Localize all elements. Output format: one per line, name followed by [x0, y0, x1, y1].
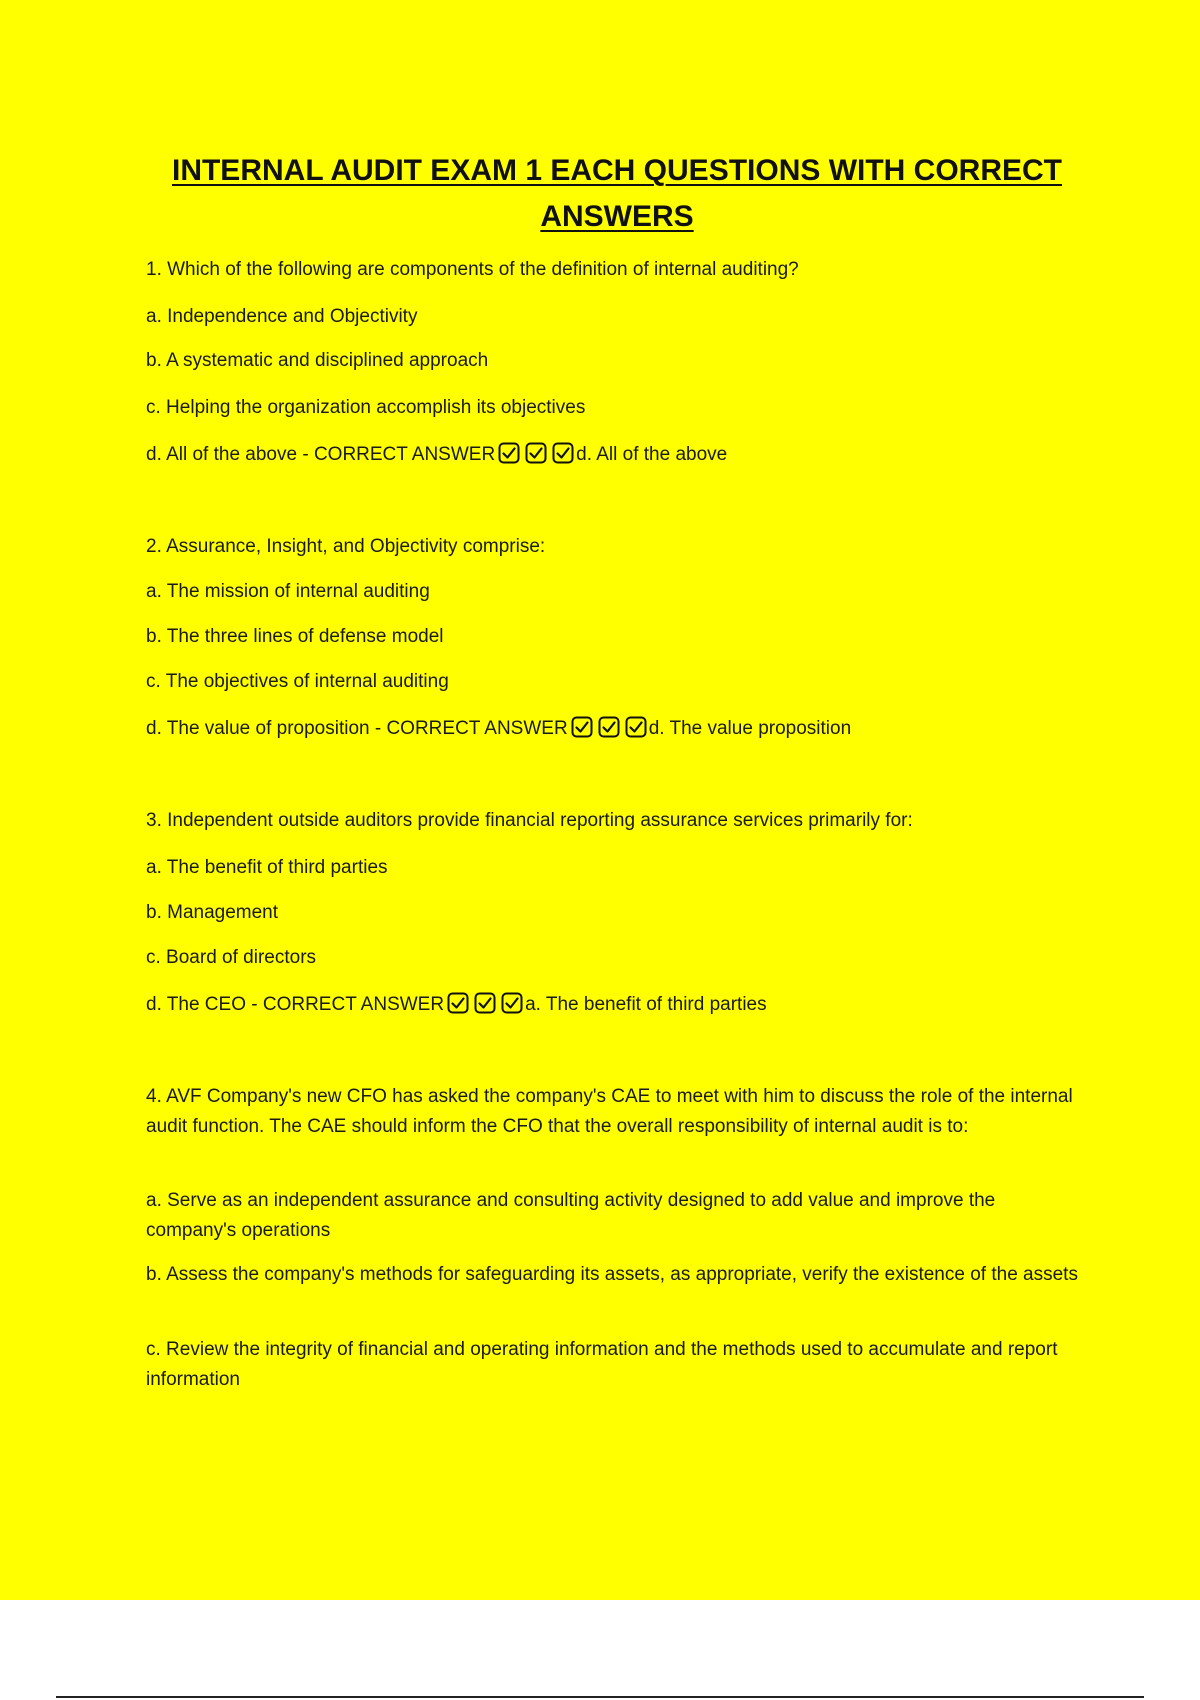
title-line-1: INTERNAL AUDIT EXAM 1 EACH QUESTIONS WITH CORRECT [171, 154, 1063, 187]
question-4-option-c: c. Review the integrity of financial and operating information and the methods used to accumulate and report information [146, 1339, 1058, 1390]
question-3-text: 3. Independent outside auditors provide financial reporting assurance services primarily for: [146, 810, 913, 831]
question-3-answer-line [146, 990, 767, 1020]
checkbox-checked-icon [474, 992, 496, 1014]
document-title [120, 148, 1114, 240]
checkbox-checked-icon [552, 442, 574, 464]
question-1-option-c: c. Helping the organization accomplish its objectives [146, 397, 586, 418]
title-line-2: ANSWERS [540, 200, 694, 233]
question-2-answer-line [146, 714, 851, 744]
question-1-option-b: b. A systematic and disciplined approach [146, 350, 489, 371]
question-2-option-a: a. The mission of internal auditing [146, 581, 430, 602]
checkbox-checked-icon [525, 442, 547, 464]
checkbox-checked-icon [501, 992, 523, 1014]
question-1-option-a: a. Independence and Objectivity [146, 306, 418, 327]
question-2-option-d: d. The value of proposition - CORRECT ANSWER [146, 718, 568, 739]
question-3-correct-answer: a. The benefit of third parties [525, 994, 767, 1015]
question-3-option-d: d. The CEO - CORRECT ANSWER [146, 994, 445, 1015]
question-1-option-d: d. All of the above - CORRECT ANSWER [146, 444, 496, 465]
question-4-option-a: a. Serve as an independent assurance and consulting activity designed to add value and improve the company's operations [146, 1190, 996, 1241]
checkbox-checked-icon [498, 442, 520, 464]
question-1-text: 1. Which of the following are components of the definition of internal auditing? [146, 259, 799, 280]
checkbox-checked-icon [598, 716, 620, 738]
question-3-option-a: a. The benefit of third parties [146, 857, 388, 878]
question-2-text: 2. Assurance, Insight, and Objectivity comprise: [146, 536, 546, 557]
checkbox-checked-icon [571, 716, 593, 738]
question-4-option-b: b. Assess the company's methods for safeguarding its assets, as appropriate, verify the existence of the assets [146, 1264, 1078, 1285]
question-2-option-c: c. The objectives of internal auditing [146, 671, 449, 692]
checkbox-checked-icon [447, 992, 469, 1014]
question-2-correct-answer: d. The value proposition [648, 718, 852, 739]
question-4-text: 4. AVF Company's new CFO has asked the company's CAE to meet with him to discuss the role of the internal audit function. The CAE should inform the CFO that the overall responsibility of internal audit is to: [146, 1086, 1073, 1137]
checkmark-group [447, 992, 523, 1014]
question-1-correct-answer: d. All of the above [576, 444, 728, 465]
question-3-option-c: c. Board of directors [146, 947, 317, 968]
checkmark-group [498, 442, 574, 464]
checkbox-checked-icon [625, 716, 647, 738]
question-1-answer-line [146, 440, 727, 470]
footer-divider [56, 1696, 1144, 1698]
checkmark-group [571, 716, 647, 738]
question-3-option-b: b. Management [146, 902, 279, 923]
question-2-option-b: b. The three lines of defense model [146, 626, 444, 647]
